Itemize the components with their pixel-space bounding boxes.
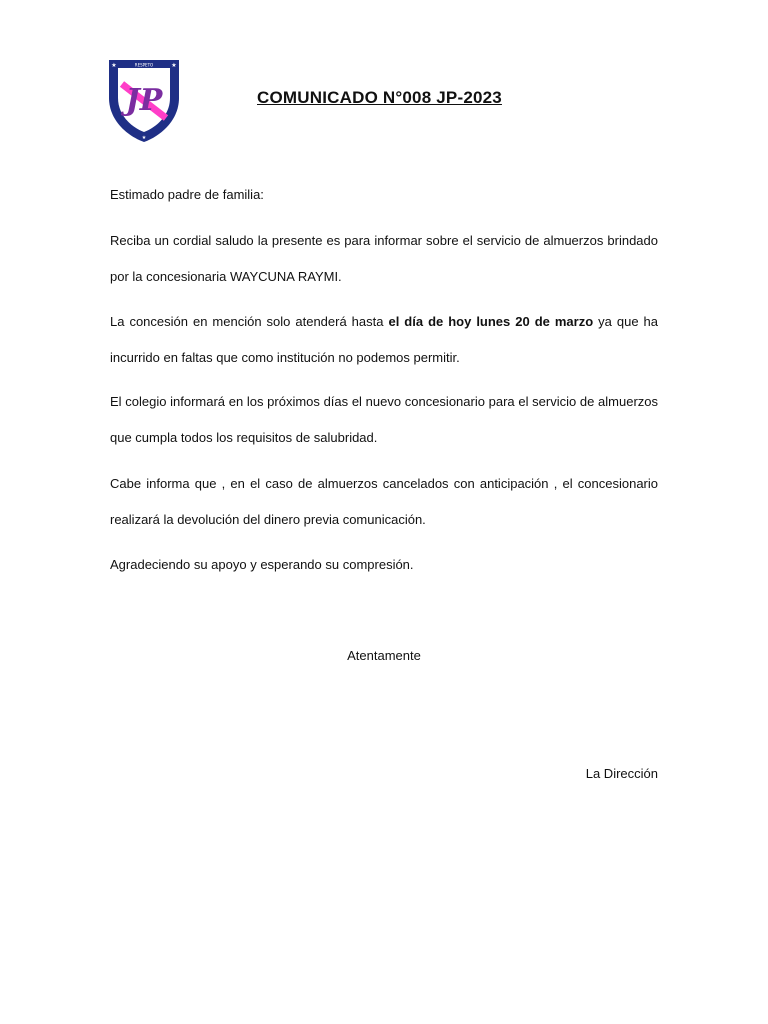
star-icon: ★	[141, 135, 147, 141]
paragraph: El colegio informará en los próximos días el nuevo concesionario para el servicio de almuerzos que cumpla todos los requisitos de salubridad.	[110, 394, 658, 445]
document-title: COMUNICADO N°008 JP-2023	[257, 88, 502, 107]
paragraph-text: La concesión en mención solo atenderá hasta	[110, 314, 389, 329]
paragraph: Agradeciendo su apoyo y esperando su compresión.	[110, 557, 414, 572]
school-crest-logo	[106, 58, 182, 144]
paragraph: Cabe informa que , en el caso de almuerzos cancelados con anticipación , el concesionario realizará la devolución del dinero previa comunicación.	[110, 476, 658, 527]
paragraph	[110, 304, 658, 376]
star-icon: ★	[111, 63, 117, 69]
crest-motto: RESPETO	[134, 62, 154, 68]
closing: Atentamente	[347, 648, 421, 663]
star-icon: ★	[171, 63, 177, 69]
signature: La Dirección	[585, 766, 658, 781]
paragraph-text: ya que ha incurrido en faltas que como institución no podemos permitir.	[110, 314, 658, 365]
paragraph: Reciba un cordial saludo la presente es para informar sobre el servicio de almuerzos brindado por la concesionaria WAYCUNA RAYMI.	[110, 233, 658, 284]
paragraph-emphasis: el día de hoy lunes 20 de marzo	[388, 314, 594, 329]
greeting: Estimado padre de familia:	[110, 187, 264, 202]
crest-monogram: JP	[125, 83, 163, 118]
